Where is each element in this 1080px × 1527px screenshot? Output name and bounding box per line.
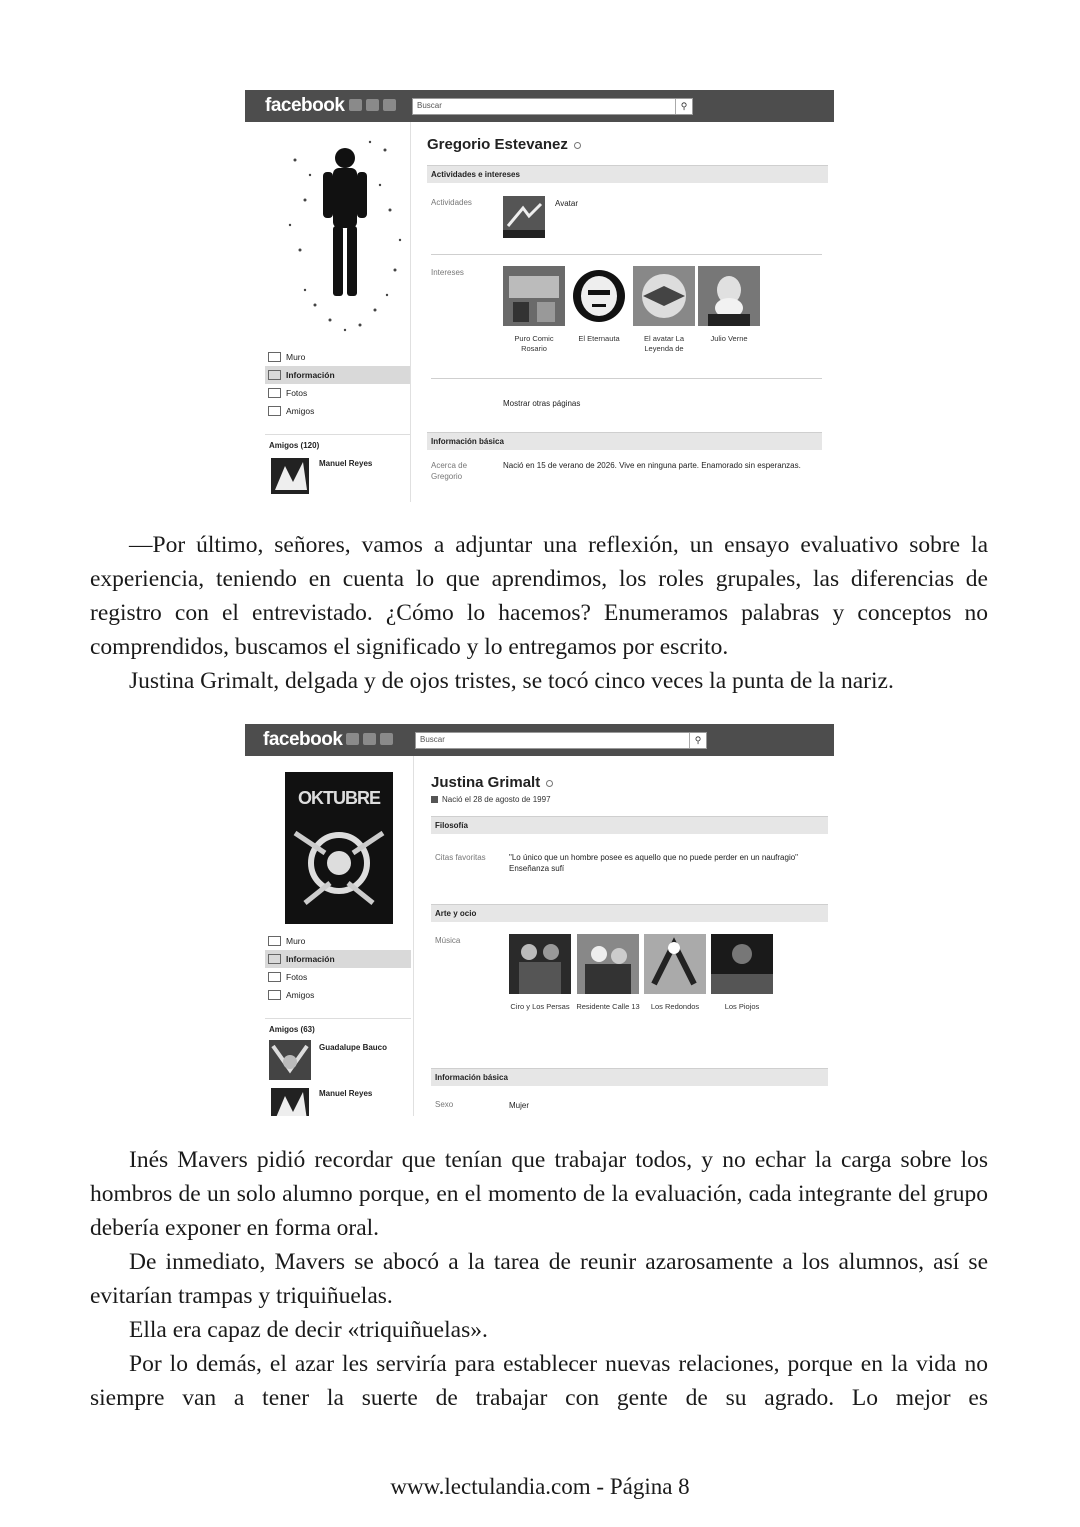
friend-item <box>265 1040 411 1080</box>
nav-info <box>265 366 411 384</box>
facebook-logo: facebook <box>265 95 345 116</box>
messages-icon <box>363 733 376 745</box>
search-placeholder: Buscar <box>420 735 445 744</box>
section-art: Arte y ocio <box>431 904 828 922</box>
friend-name: Manuel Reyes <box>319 459 373 468</box>
profile-photo <box>275 130 415 342</box>
profile-photo-logo: OKTUBRE <box>298 788 380 808</box>
about-label: Acerca de Gregorio <box>431 461 468 481</box>
music-caption: Ciro y Los Persas <box>510 1002 570 1011</box>
page-footer: www.lectulandia.com - Página 8 <box>390 1474 690 1499</box>
notification-icons <box>349 99 396 111</box>
search-input <box>412 98 693 115</box>
profile-info <box>427 122 828 502</box>
music-caption: Los Piojos <box>724 1002 760 1011</box>
profile-info <box>431 756 828 1116</box>
notification-icons <box>346 733 393 745</box>
wall-icon <box>268 352 281 362</box>
profile-photo <box>285 772 393 924</box>
section-philosophy: Filosofía <box>431 816 828 834</box>
paragraph-5: Ella era capaz de decir «triquiñuelas». <box>129 1317 488 1343</box>
nav-photos <box>265 968 411 986</box>
nav-label: Información <box>286 370 335 380</box>
interest-caption: El avatar La Leyenda de <box>643 334 685 353</box>
activities-label: Actividades <box>431 198 472 207</box>
facebook-top-bar <box>245 90 834 122</box>
facebook-profile-justina <box>245 724 834 1116</box>
nav-friends <box>265 986 411 1004</box>
friends-icon <box>268 990 281 1000</box>
about-text: Nació en 15 de verano de 2026. Vive en ninguna parte. Enamorado sin esperanzas. <box>503 461 801 470</box>
profile-name <box>431 774 828 791</box>
sex-label: Sexo <box>435 1100 454 1109</box>
friend-avatar <box>269 1086 311 1116</box>
nav-wall <box>265 932 411 950</box>
profile-name-text: Gregorio Estevanez <box>427 136 568 153</box>
friend-name: Guadalupe Bauco <box>319 1043 388 1052</box>
search-input <box>415 732 707 749</box>
friend-item <box>265 1086 411 1116</box>
facebook-profile-gregorio <box>245 90 834 502</box>
nav-label: Fotos <box>286 388 308 398</box>
profile-nav <box>265 932 411 1004</box>
more-pages-link: Mostrar otras páginas <box>503 399 581 408</box>
birth-info <box>431 795 828 804</box>
nav-photos <box>265 384 411 402</box>
interest-thumb <box>503 266 565 326</box>
music-thumb <box>577 934 639 994</box>
friend-item <box>265 456 411 496</box>
nav-label: Muro <box>286 352 306 362</box>
section-activities: Actividades e intereses <box>427 165 828 183</box>
info-icon <box>268 370 281 380</box>
friend-name: Manuel Reyes <box>319 1089 373 1098</box>
interest-caption: Julio Verne <box>710 334 748 343</box>
nav-label: Muro <box>286 936 306 946</box>
photos-icon <box>268 972 281 982</box>
music-label: Música <box>435 936 461 945</box>
music-thumb <box>711 934 773 994</box>
wall-icon <box>268 936 281 946</box>
quotes-label: Citas favoritas <box>435 853 486 862</box>
profile-nav <box>265 348 411 420</box>
search-icon: ⚲ <box>689 733 706 748</box>
notifications-icon <box>380 733 393 745</box>
friend-avatar <box>269 456 311 496</box>
photos-icon <box>268 388 281 398</box>
favorite-quote: "Lo único que un hombre posee es aquello que no puede perder en un naufragio" Enseñanza sufí <box>509 853 799 873</box>
music-caption: Residente Calle 13 <box>576 1002 640 1011</box>
nav-label: Información <box>286 954 335 964</box>
interest-caption: El Eternauta <box>578 334 620 343</box>
paragraph-6: Por lo demás, el azar les serviría para establecer nuevas relaciones, porque en la vida no siempre van a tener la suerte de trabajar con gente de su agrado. Lo mejor es <box>90 1351 988 1411</box>
nav-friends <box>265 402 411 420</box>
music-thumb <box>509 934 571 994</box>
messages-icon <box>366 99 379 111</box>
section-basic-info: Información básica <box>427 432 822 450</box>
nav-info <box>265 950 411 968</box>
interest-thumb <box>568 266 630 326</box>
friends-title: Amigos (120) <box>269 441 320 450</box>
activity-name: Avatar <box>555 199 578 208</box>
paragraph-3: Inés Mavers pidió recordar que tenían que trabajar todos, y no echar la carga sobre los hombros de un solo alumno porque, en el momento de la evaluación, cada integrante del grupo debería exponer en forma oral. <box>90 1147 988 1241</box>
search-placeholder: Buscar <box>417 101 442 110</box>
facebook-logo: facebook <box>263 729 343 750</box>
facebook-top-bar <box>245 724 834 756</box>
paragraph-4: De inmediato, Mavers se abocó a la tarea de reunir azarosamente a los alumnos, así se evitarían trampas y triquiñuelas. <box>90 1249 988 1309</box>
profile-name-text: Justina Grimalt <box>431 774 541 791</box>
sex-value: Mujer <box>509 1101 530 1110</box>
birth-text: Nació el 28 de agosto de 1997 <box>442 795 551 804</box>
interest-thumb <box>633 266 695 326</box>
interest-thumb <box>698 266 760 326</box>
nav-label: Fotos <box>286 972 308 982</box>
search-icon: ⚲ <box>675 99 692 114</box>
friend-avatar <box>269 1040 311 1080</box>
notifications-icon <box>383 99 396 111</box>
music-thumb <box>644 934 706 994</box>
friend-requests-icon <box>346 733 359 745</box>
paragraph-1: —Por último, señores, vamos a adjuntar una reflexión, un ensayo evaluativo sobre la experiencia, teniendo en cuenta lo que aprendimos, los roles grupales, las diferencias de registro con el entrevistado. ¿Cómo lo hacemos? Enumeramos palabras y conceptos no comprendidos, buscamos el significado y lo entregamos por escrito. <box>90 532 988 660</box>
nav-label: Amigos <box>286 990 315 1000</box>
friend-requests-icon <box>349 99 362 111</box>
profile-name <box>427 136 828 153</box>
status-icon <box>546 780 553 787</box>
nav-label: Amigos <box>286 406 315 416</box>
interests-label: Intereses <box>431 268 464 277</box>
music-caption: Los Redondos <box>650 1002 700 1011</box>
friends-title: Amigos (63) <box>269 1025 315 1034</box>
avatar-thumbnail <box>503 196 545 238</box>
friends-icon <box>268 406 281 416</box>
friends-box <box>265 1018 411 1116</box>
nav-wall <box>265 348 411 366</box>
info-icon <box>268 954 281 964</box>
section-basic-info: Información básica <box>431 1068 828 1086</box>
interest-caption: Puro Comic Rosario <box>514 334 554 353</box>
friends-box <box>265 434 411 496</box>
paragraph-2: Justina Grimalt, delgada y de ojos tristes, se tocó cinco veces la punta de la nariz. <box>129 668 894 694</box>
calendar-icon <box>431 796 438 803</box>
status-icon <box>574 142 581 149</box>
